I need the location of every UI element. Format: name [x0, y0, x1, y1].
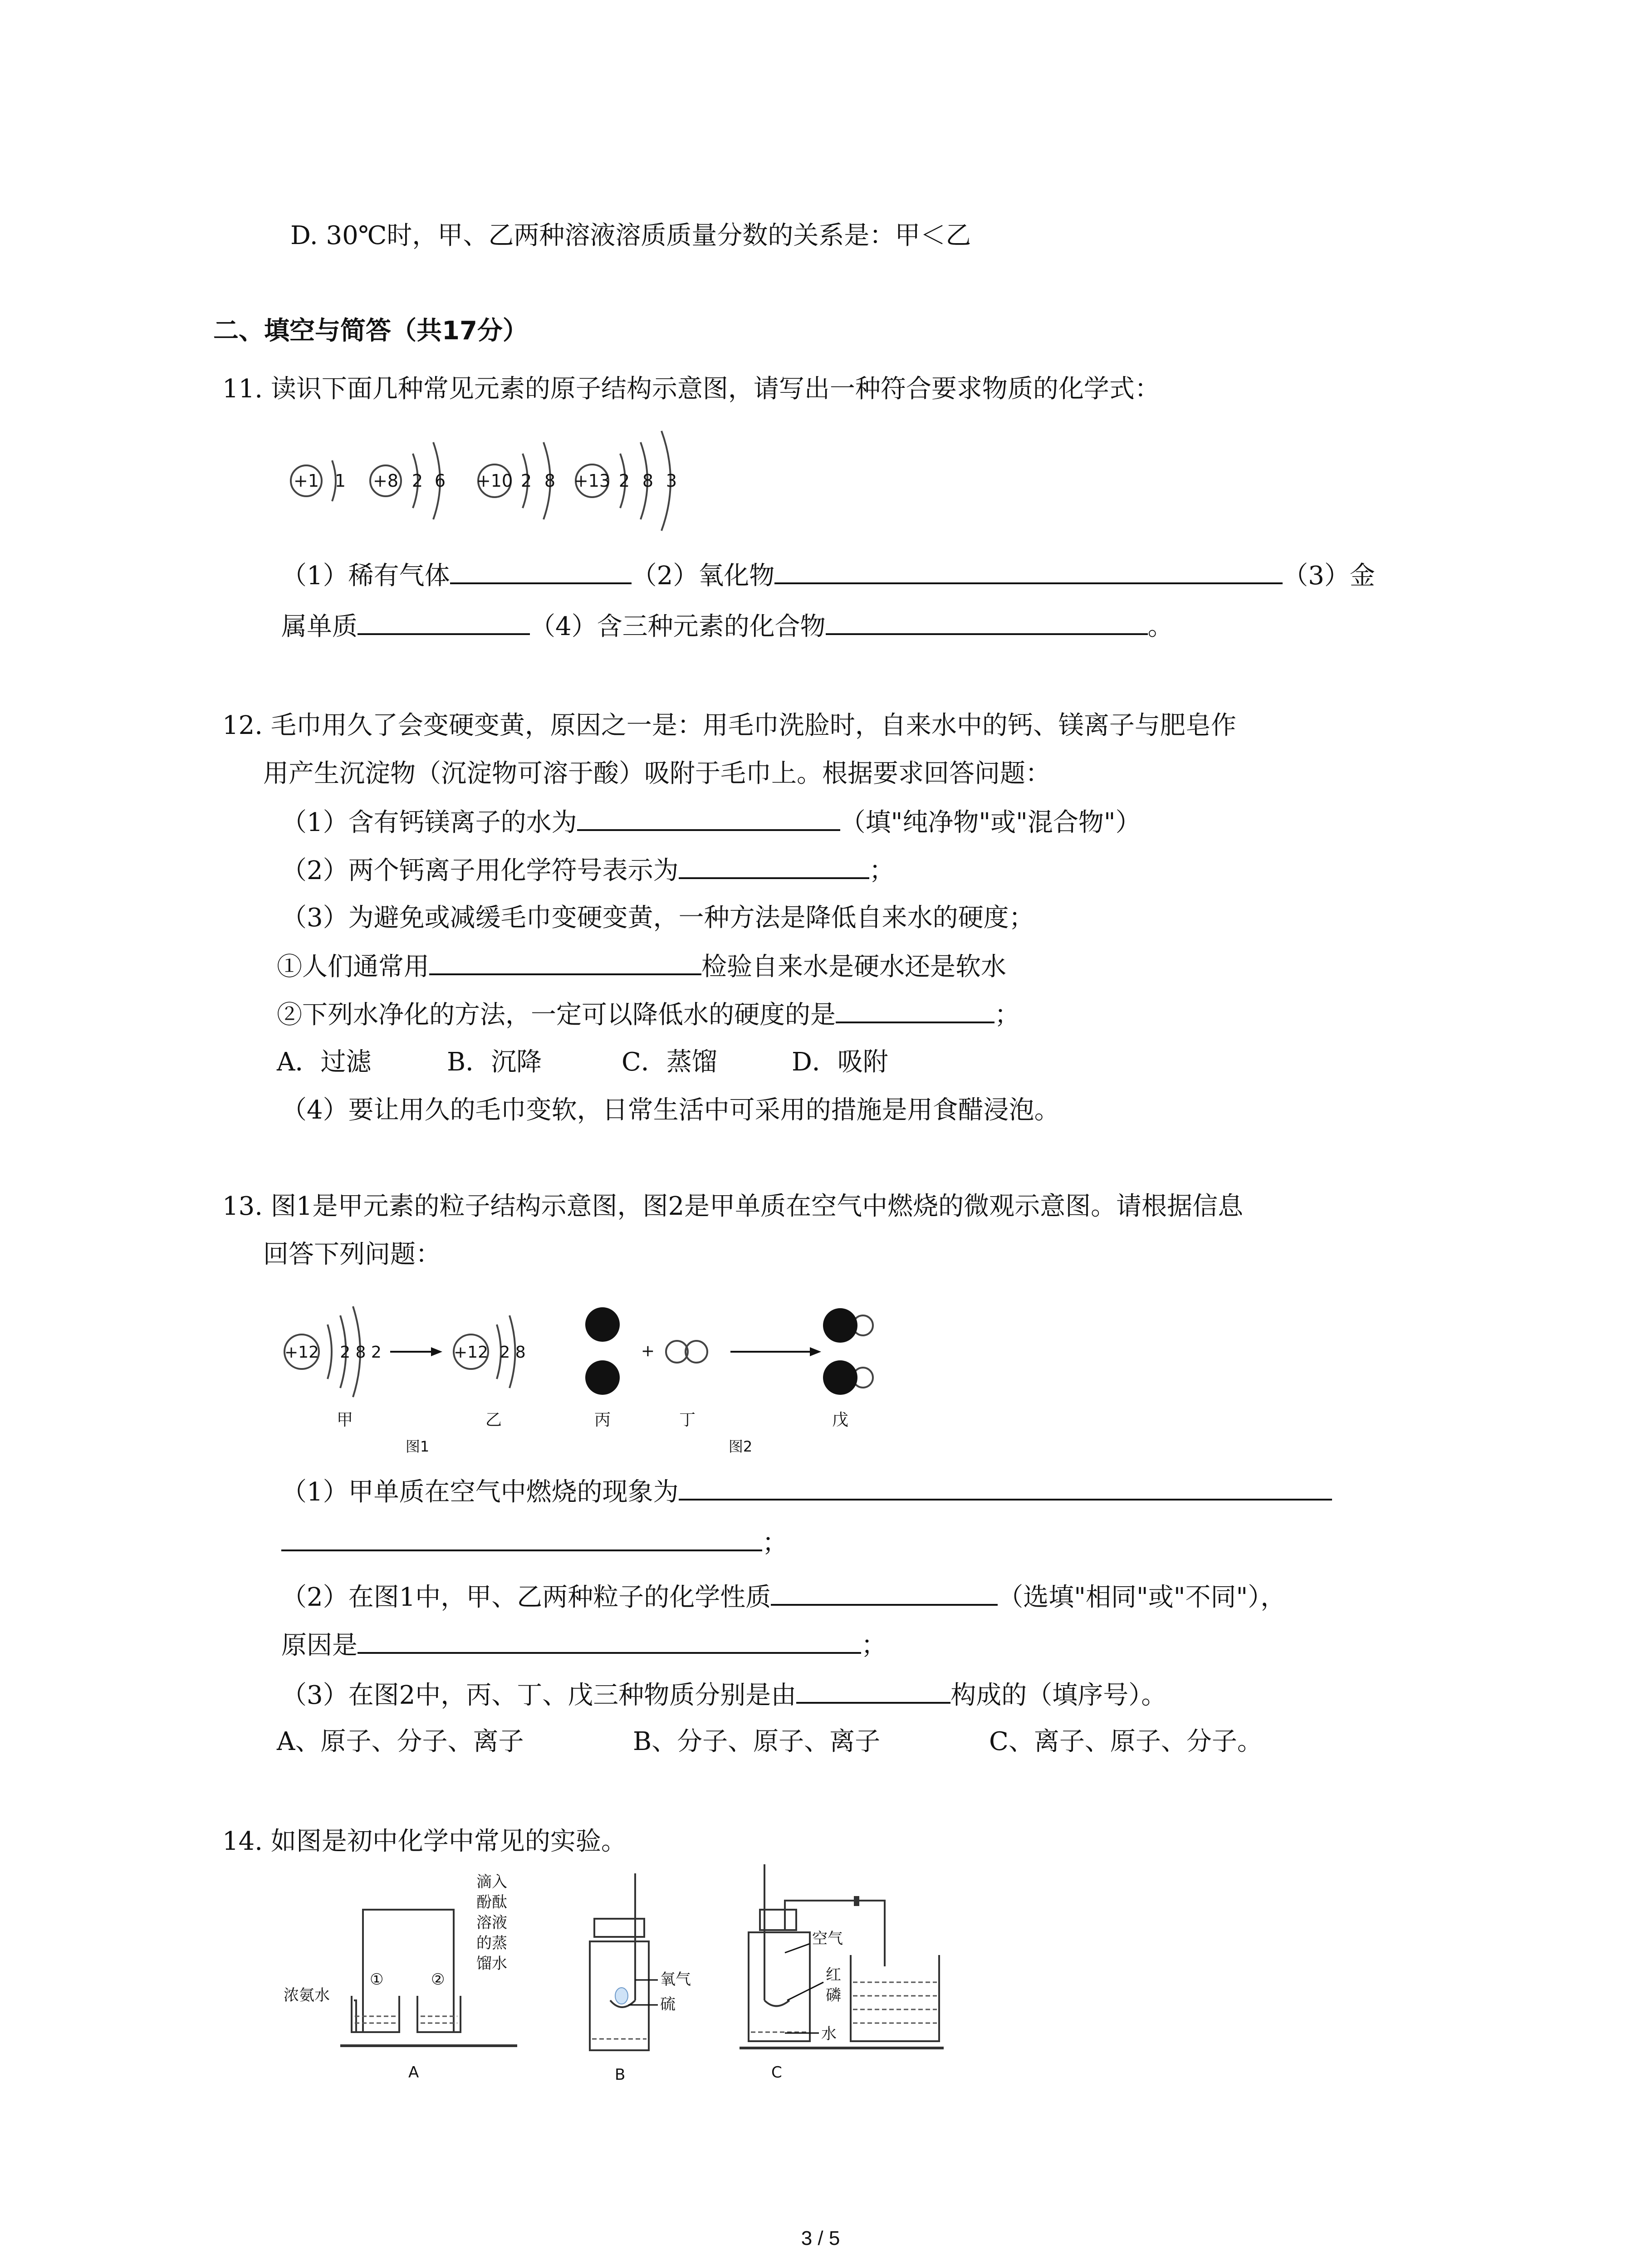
atom-2-shell-1: 2 — [411, 471, 423, 491]
section-title: 二、填空与简答（共17分） — [213, 316, 528, 346]
q12-option-b: B．沉降 — [447, 1047, 542, 1077]
yi-nucleus: +12 — [454, 1343, 488, 1362]
fig-a-left-label: 浓氨水 — [284, 1986, 330, 2004]
q11-atom-diagrams — [281, 417, 690, 555]
q12-blank-1[interactable] — [577, 804, 840, 831]
q13-p3 — [281, 1677, 1166, 1714]
label-jia: 甲 — [336, 1411, 353, 1429]
q11-end: 。 — [1147, 612, 1173, 641]
prev-option-d: D. 30℃时，甲、乙两种溶液溶质质量分数的关系是：甲＜乙 — [290, 221, 971, 250]
q12-s2-label: ②下列水净化的方法，一定可以降低水的硬度的是 — [277, 1000, 836, 1030]
q12-blank-3[interactable] — [429, 948, 701, 975]
q12-s2 — [277, 996, 1020, 1033]
q13-p2 — [281, 1579, 1286, 1616]
atom-1-nucleus: +1 — [293, 471, 319, 491]
fig-a-right-3: 溶液 — [476, 1914, 507, 1932]
q13-blank-1b[interactable] — [281, 1524, 762, 1551]
q13-p2-end: ； — [861, 1631, 887, 1660]
q11-p4-label: （4）含三种元素的化合物 — [530, 612, 826, 641]
q11-blank-3[interactable] — [358, 608, 530, 635]
fig-c-label-water: 水 — [821, 2025, 837, 2043]
q13-p3-hint: 构成的（填序号）。 — [950, 1681, 1167, 1710]
fig-a-right-2: 酚酞 — [476, 1893, 507, 1911]
q12-p2-end: ； — [869, 856, 895, 885]
atom-2-nucleus: +8 — [372, 471, 399, 491]
q11-p1-label: （1）稀有气体 — [281, 561, 450, 591]
fig-c-apparatus — [740, 1864, 944, 2048]
q12-option-a: A．过滤 — [277, 1047, 372, 1077]
fig-c-caption: C — [771, 2063, 782, 2082]
q12-option-d: D．吸附 — [792, 1047, 888, 1077]
q13-p1 — [281, 1473, 1332, 1510]
atom-3-nucleus: +10 — [476, 471, 513, 491]
q13-option-a: A、原子、分子、离子 — [277, 1727, 524, 1756]
q11-blank-2[interactable] — [774, 557, 1283, 584]
yi-shells: 2 8 — [500, 1343, 526, 1362]
fig2-caption: 图2 — [728, 1438, 753, 1455]
atom-4-shell-3: 3 — [666, 471, 677, 491]
q12-p2-label: （2）两个钙离子用化学符号表示为 — [281, 856, 679, 885]
q11-stem: 11. 读识下面几种常见元素的原子结构示意图，请写出一种符合要求物质的化学式： — [222, 374, 1160, 404]
q13-line-2: 回答下列问题： — [263, 1240, 441, 1269]
q13-blank-4[interactable] — [796, 1677, 950, 1704]
q11-line-1 — [281, 557, 1375, 594]
q12-s1 — [277, 948, 1006, 985]
q12-p2 — [281, 852, 895, 889]
q13-p3-label: （3）在图2中，丙、丁、戊三种物质分别是由 — [281, 1681, 797, 1710]
fig-a-cup-2: ② — [431, 1970, 445, 1989]
fig-b-label-oxygen: 氧气 — [660, 1970, 691, 1989]
q13-p1-label: （1）甲单质在空气中燃烧的现象为 — [281, 1477, 679, 1507]
atom-1-shell-1: 1 — [334, 471, 346, 491]
fig1-caption: 图1 — [405, 1438, 430, 1455]
q12-p4: （4）要让用久的毛巾变软，日常生活中可采用的措施是用食醋浸泡。 — [281, 1095, 1060, 1125]
q12-p1 — [281, 804, 1141, 841]
fig-c-label-air: 空气 — [812, 1930, 843, 1948]
q12-p1-label: （1）含有钙镁离子的水为 — [281, 808, 577, 837]
q11-blank-1[interactable] — [450, 557, 632, 584]
q12-line-2: 用产生沉淀物（沉淀物可溶于酸）吸附于毛巾上。根据要求回答问题： — [263, 759, 1051, 788]
jia-shells: 2 8 2 — [340, 1343, 382, 1362]
fig-a-cup-1: ① — [370, 1970, 384, 1989]
q11-line-2 — [281, 608, 1173, 645]
q13-p2-reason-label: 原因是 — [281, 1631, 358, 1660]
q12-line-1: 12. 毛巾用久了会变硬变黄，原因之一是：用毛巾洗脸时，自来水中的钙、镁离子与肥皂作 — [222, 711, 1236, 740]
q13-blank-2[interactable] — [771, 1579, 998, 1606]
atom-4-shell-2: 8 — [642, 471, 654, 491]
fig-a-caption: A — [408, 2063, 419, 2082]
fig-c-label-red: 红 — [826, 1966, 841, 1984]
q13-line-1: 13. 图1是甲元素的粒子结构示意图，图2是甲单质在空气中燃烧的微观示意图。请根据信息 — [222, 1192, 1244, 1221]
q13-option-b: B、分子、原子、离子 — [633, 1727, 881, 1756]
q12-blank-2[interactable] — [679, 852, 869, 879]
fig-a-right-5: 馏水 — [476, 1955, 507, 1973]
fig-b-apparatus — [590, 1873, 649, 2050]
atom-4-shell-1: 2 — [618, 471, 630, 491]
label-bing: 丙 — [594, 1411, 611, 1429]
q13-p1-cont — [281, 1524, 788, 1561]
label-yi: 乙 — [485, 1411, 502, 1429]
q12-s2-end: ； — [994, 1000, 1020, 1030]
label-wu: 戊 — [832, 1411, 849, 1429]
label-ding: 丁 — [679, 1411, 696, 1429]
atom-2-shell-2: 6 — [434, 471, 446, 491]
q12-p3: （3）为避免或减缓毛巾变硬变黄，一种方法是降低自来水的硬度； — [281, 903, 1034, 933]
fig-b-label-sulfur: 硫 — [660, 1995, 676, 2014]
q13-figures — [277, 1288, 912, 1471]
q11-p3-label: （3）金 — [1283, 561, 1375, 591]
atom-3-shell-1: 2 — [520, 471, 532, 491]
fig-a-right-4: 的蒸 — [476, 1934, 507, 1952]
q12-s1-label: ①人们通常用 — [277, 952, 429, 982]
q13-option-c: C、离子、原子、分子。 — [989, 1727, 1263, 1756]
q13-p2-label: （2）在图1中，甲、乙两种粒子的化学性质 — [281, 1583, 771, 1612]
q11-p3-cont: 属单质 — [281, 612, 358, 641]
atom-4-nucleus: +13 — [573, 471, 611, 491]
q11-p2-label: （2）氧化物 — [631, 561, 775, 591]
q13-blank-1[interactable] — [679, 1473, 1332, 1501]
plus-sign: + — [641, 1342, 655, 1360]
jia-nucleus: +12 — [284, 1343, 319, 1362]
fig-a-right-1: 滴入 — [476, 1873, 507, 1891]
q12-p1-hint: （填"纯净物"或"混合物"） — [840, 808, 1141, 837]
q13-p1-end: ； — [762, 1528, 788, 1558]
q12-s1-cont: 检验自来水是硬水还是软水 — [701, 952, 1006, 982]
q13-p2-hint: （选填"相同"或"不同"）， — [998, 1583, 1286, 1612]
q11-blank-4[interactable] — [826, 608, 1148, 635]
q14-experiment-figures — [277, 1864, 957, 2093]
fig-c-label-phosphorus: 磷 — [826, 1986, 841, 2004]
q14-stem: 14. 如图是初中化学中常见的实验。 — [222, 1827, 627, 1856]
fig-b-caption: B — [615, 2066, 626, 2084]
q12-blank-4[interactable] — [836, 996, 994, 1023]
atom-3-shell-2: 8 — [544, 471, 556, 491]
page-number: 3 / 5 — [801, 2227, 840, 2249]
q13-p2-reason — [281, 1627, 887, 1664]
q12-option-c: C．蒸馏 — [622, 1047, 717, 1077]
q13-blank-3[interactable] — [358, 1627, 861, 1654]
